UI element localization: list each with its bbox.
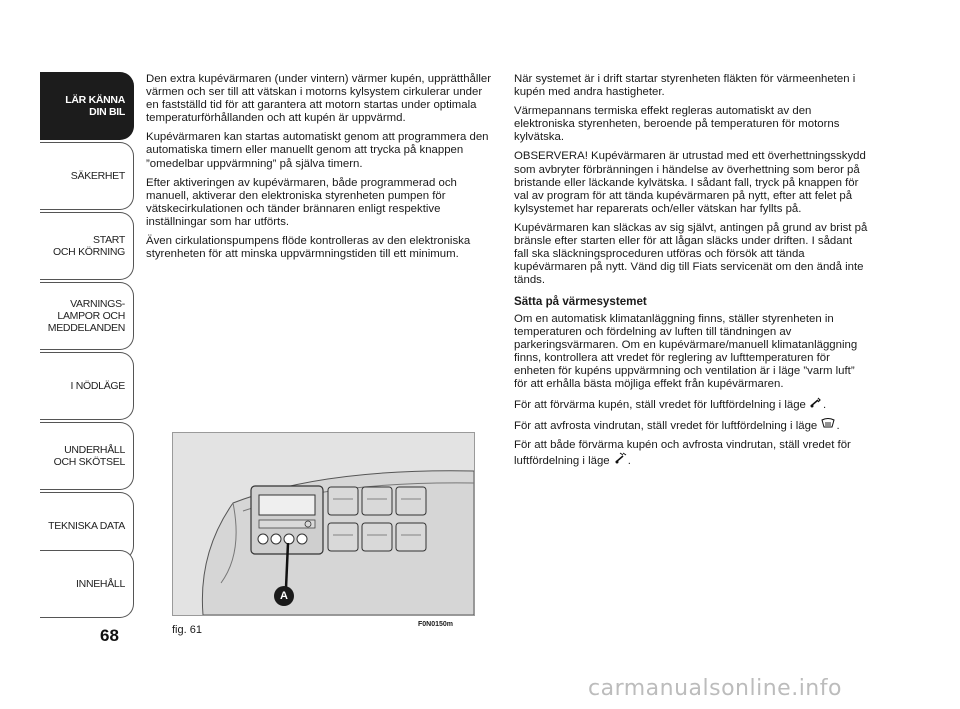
figure-heater-control-panel: [172, 432, 475, 616]
dashboard-panel-illustration: [173, 433, 474, 615]
paragraph: När systemet är i drift startar styrenheten fläkten för värmeenheten i kupén med andra hastigheter.: [514, 73, 856, 99]
tab-lar-kanna-din-bil[interactable]: LÄR KÄNNA DIN BIL: [40, 72, 134, 140]
tab-tekniska-data[interactable]: TEKNISKA DATA: [40, 492, 134, 560]
windscreen-defrost-icon: [821, 418, 835, 433]
feet-airflow-icon: [810, 397, 822, 412]
step-1: För att förvärma kupén, ställ vredet för luftfördelning i läge .: [514, 399, 827, 412]
paragraph: Kupévärmaren kan släckas av sig självt, antingen på grund av brist på bränsle efter starten eller för att lågan släcks under driften. I sådant fall ska släckningsproceduren utföras och försök att tända kupévärmaren på nytt. Vänd dig till Fiats servicenät om den ändå inte tänds.: [514, 221, 868, 287]
page-number: 68: [100, 626, 119, 645]
paragraph: Även cirkulationspumpens flöde kontrolleras av den elektroniska styrenheten för att minska uppvärmningstiden till ett minimum.: [146, 235, 471, 261]
tab-innehall[interactable]: INNEHÅLL: [40, 550, 134, 618]
step-1-text: För att förvärma kupén, ställ vredet för luftfördelning i läge: [514, 399, 806, 412]
paragraph: OBSERVERA! Kupévärmaren är utrustad med ett överhettningsskydd som avbryter förbränningen i händelse av överhettning som beror på bristande eller läckande kylvätska. I sådant fall, tryck på knappen för val av program för att tända kupévärmaren på nytt, efter att felet på kylsystemet har reparerats och/eller vätskan har fyllts på.: [514, 150, 866, 215]
paragraph: Om en automatisk klimatanläggning finns, ställer styrenheten in temperaturen och fördelning av luften till tändningen av parkeringsvärmaren. Om en kupévärmare/manuell klimatanläggning finns, kontrollera att vredet för reglering av lufttemperaturen för enheten för kupéns uppvärmning och ventilation är i läge ”varm luft” för att erhålla bästa möjliga effekt från kupévärmaren.: [514, 312, 858, 390]
tab-varningslampor[interactable]: VARNINGS- LAMPOR OCH MEDDELANDEN: [40, 282, 134, 350]
tab-start-och-korning[interactable]: START OCH KÖRNING: [40, 212, 134, 280]
paragraph: Värmepannans termiska effekt regleras automatiskt av den elektroniska styrenheten, beroende på temperaturen för motorns kylvätska.: [514, 105, 840, 144]
tab-sakerhet[interactable]: SÄKERHET: [40, 142, 134, 210]
step-2-text: För att avfrosta vindrutan, ställ vredet för luftfördelning i läge: [514, 420, 818, 433]
figure-caption: fig. 61: [172, 624, 202, 636]
paragraph: Efter aktiveringen av kupévärmaren, både programmerad och manuell, aktiverar den elektroniska styrenheten pumpen för vätskecirkulationen och tänder brännaren enligt respektive inställningar som har utförts.: [146, 176, 457, 228]
step-2: För att avfrosta vindrutan, ställ vredet för luftfördelning i läge .: [514, 420, 840, 433]
watermark: carmanualsonline.info: [588, 676, 842, 701]
paragraph: Den extra kupévärmaren (under vintern) värmer kupén, upprätthåller värmen och ser till att vätskan i motorns kylsystem cirkulerar under en fastställd tid för att garantera att motorn startas under optimala temperaturförhållanden och att kupén är uppvärmd.: [146, 73, 492, 125]
section-heading: Sätta på värmesystemet: [514, 295, 647, 309]
figure-callout-a: A: [274, 586, 294, 606]
tab-i-nodlage[interactable]: I NÖDLÄGE: [40, 352, 134, 420]
right-column: [514, 73, 869, 474]
step-3: För att både förvärma kupén och avfrosta vindrutan, ställ vredet för luftfördelning i läge .: [514, 439, 851, 468]
tab-underhall[interactable]: UNDERHÅLL OCH SKÖTSEL: [40, 422, 134, 490]
left-column: [146, 73, 496, 267]
paragraph: Kupévärmaren kan startas automatiskt genom att programmera den automatiska timern eller manuellt genom att trycka på knappen ”omedelbar uppvärmning” på själva timern.: [146, 131, 489, 170]
feet-and-windscreen-airflow-icon: [614, 452, 627, 468]
step-3-text: För att både förvärma kupén och avfrosta vindrutan, ställ vredet för luftfördelning i läge: [514, 439, 851, 468]
figure-code: F0N0150m: [418, 621, 454, 628]
